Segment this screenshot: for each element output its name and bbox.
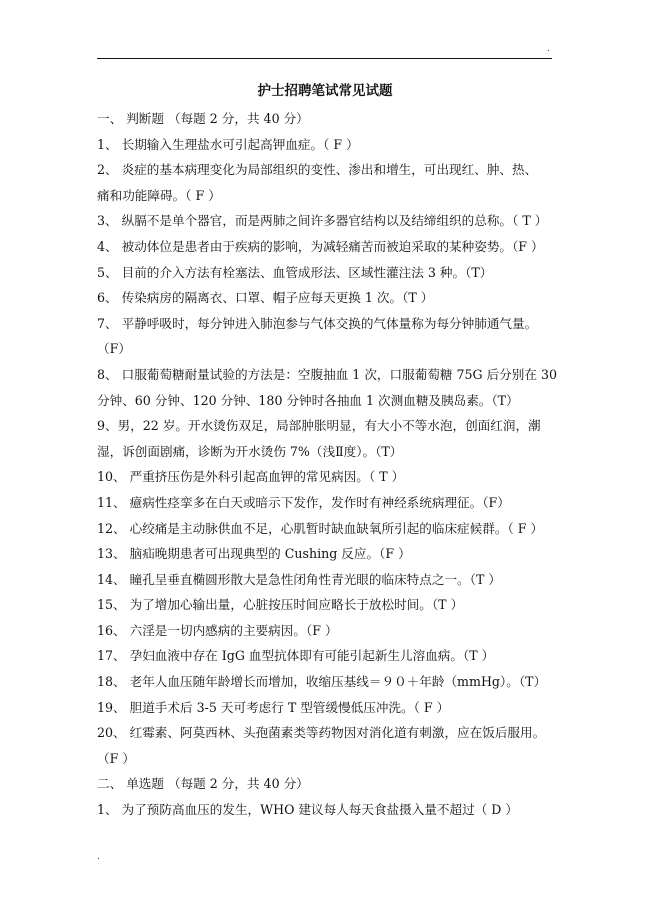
question-line: 5、 目前的介入方法有栓塞法、血管成形法、区域性灌注法 3 种。（T）	[97, 264, 493, 280]
question-line: 18、 老年人血压随年龄增长而增加，收缩压基线＝９０＋年龄（mmHg）。（T）	[97, 674, 547, 690]
question-line: （F）	[97, 341, 131, 357]
question-line: 17、 孕妇血液中存在 IgG 血型抗体即有可能引起新生儿溶血病。（T ）	[97, 648, 495, 664]
question-line: 1、 长期输入生理盐水可引起高钾血症。（ F ）	[97, 136, 359, 152]
question-line: 19、 胆道手术后 3-5 天可考虑行 T 型管缓慢低压冲洗。（ F ）	[97, 699, 450, 715]
question-line: 13、 脑疝晚期患者可出现典型的 Cushing 反应。（F ）	[97, 546, 411, 562]
section-heading-single-choice: 二、 单选题 （每题 2 分，共 40 分）	[97, 776, 309, 792]
question-line: 痛和功能障碍。（ F ）	[97, 187, 221, 203]
question-line: 20、 红霉素、阿莫西林、头孢菌素类等药物因对消化道有刺激，应在饭后服用。	[97, 725, 546, 741]
question-line: 11、 癔病性痉挛多在白天或暗示下发作，发作时有神经系统病理征。（F）	[97, 494, 510, 510]
question-line: 16、 六淫是一切内感病的主要病因。（F ）	[97, 622, 338, 638]
question-line: 15、 为了增加心输出量，心脏按压时间应略长于放松时间。（T ）	[97, 597, 464, 613]
question-line: 2、 炎症的基本病理变化为局部组织的变性、渗出和增生，可出现红、肿、热、	[97, 162, 538, 178]
document-title: 护士招聘笔试常见试题	[257, 83, 393, 99]
question-line: 7、 平静呼吸时，每分钟进入肺泡参与气体交换的气体量称为每分钟肺通气量。	[97, 315, 538, 331]
question-line: 14、 瞳孔呈垂直椭圆形散大是急性闭角性青光眼的临床特点之一。（T ）	[97, 571, 501, 587]
question-line: 9、男，22 岁。开水烫伤双足，局部肿胀明显，有大小不等水泡，创面红润，潮	[97, 418, 541, 434]
question-line: 1、 为了预防高血压的发生，WHO 建议每人每天食盐摄入量不超过（ D ）	[97, 802, 518, 818]
question-line: 12、 心绞痛是主动脉供血不足，心肌暂时缺血缺氧所引起的临床症候群。（ F ）	[97, 520, 544, 536]
question-line: 分钟、60 分钟、120 分钟、180 分钟时各抽血 1 次测血糖及胰岛素。（T）	[97, 392, 519, 408]
question-line: 湿，诉创面剧痛，诊断为开水烫伤 7%（浅Ⅱ度）。（T）	[97, 443, 403, 459]
footer-mark: .	[97, 852, 100, 862]
question-line: 6、 传染病房的隔离衣、口罩、帽子应每天更换 1 次。（T ）	[97, 290, 434, 306]
header-rule	[97, 58, 552, 59]
question-line: 4、 被动体位是患者由于疾病的影响，为减轻痛苦而被迫采取的某种姿势。（F ）	[97, 238, 544, 254]
header-mark: .	[547, 44, 550, 54]
question-line: 3、 纵膈不是单个器官，而是两肺之间许多器官结构以及结缔组织的总称。（ T ）	[97, 213, 548, 229]
section-heading-judgement: 一、 判断题 （每题 2 分，共 40 分）	[97, 111, 309, 126]
question-line: 8、 口服葡萄糖耐量试验的方法是：空腹抽血 1 次，口服葡萄糖 75G 后分别在 30	[97, 366, 557, 382]
question-line: （F ）	[97, 750, 135, 766]
document-body	[97, 106, 562, 823]
question-line: 10、 严重挤压伤是外科引起高血钾的常见病因。（ T ）	[97, 469, 405, 485]
